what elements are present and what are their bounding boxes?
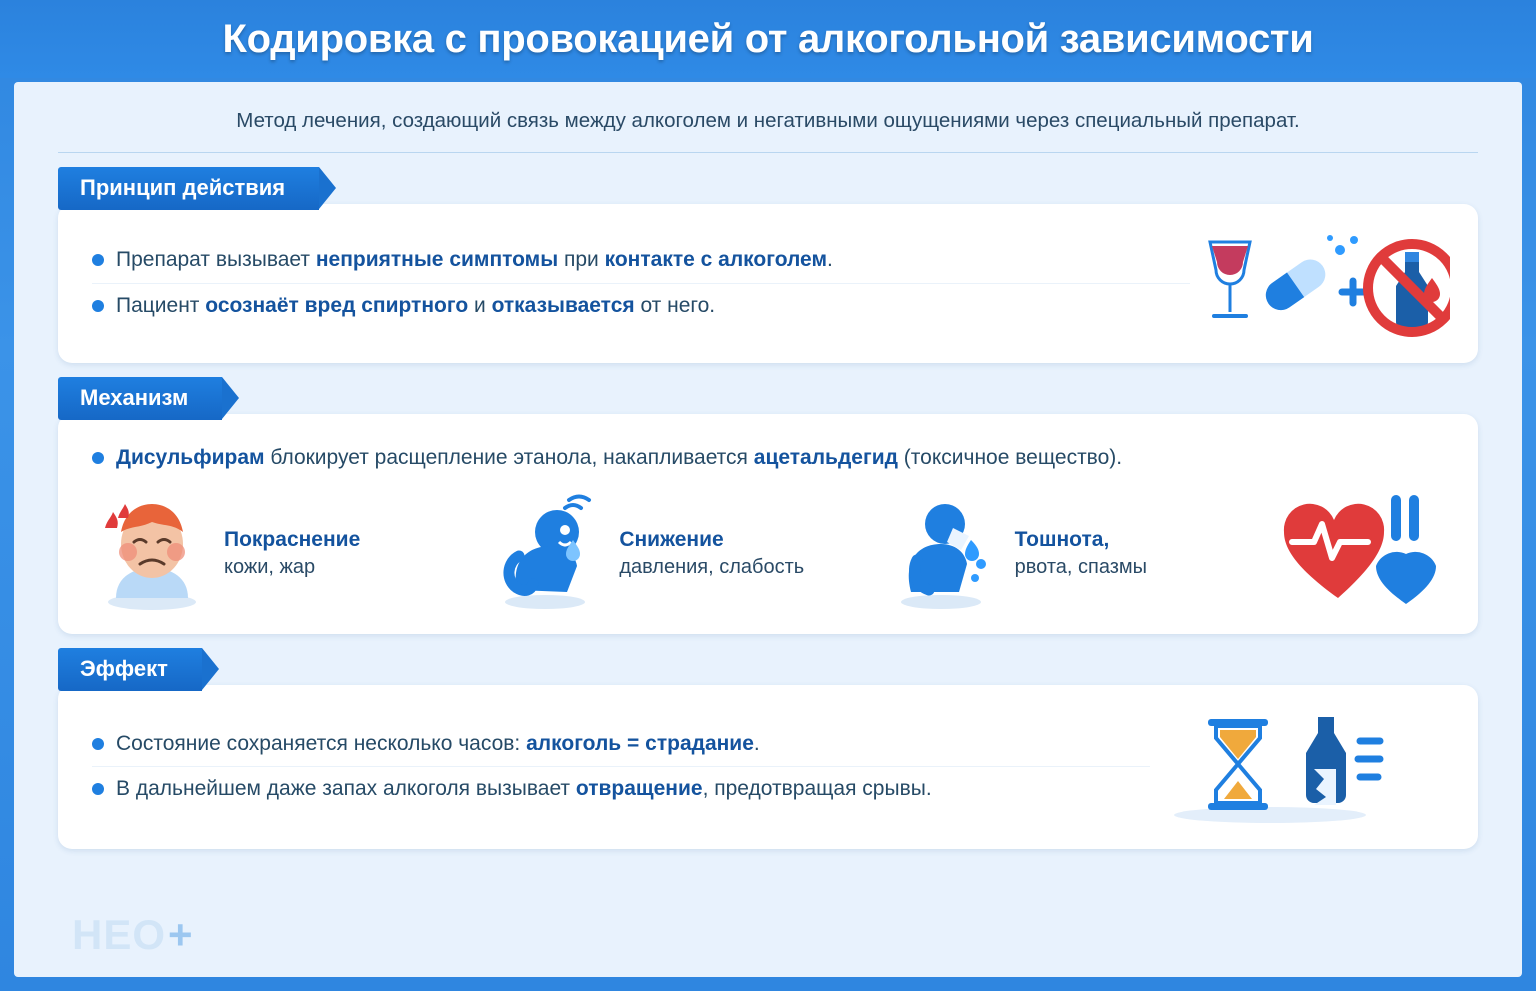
bullet-dot-icon (92, 738, 104, 750)
symptom-strip (92, 494, 1450, 612)
hourglass-broken-bottle-icon (1150, 707, 1450, 827)
logo-text: HEO (72, 911, 167, 958)
section-panel (58, 414, 1478, 634)
bullet-dot-icon (92, 783, 104, 795)
section-effect (58, 648, 1478, 849)
symptom-label: Покраснение кожи, жар (224, 528, 361, 578)
bullet-text: Пациент осознаёт вред спиртного и отказывается от него. (116, 293, 716, 317)
bullet-text: Препарат вызывает неприятные симптомы при контакте с алкоголем. (116, 248, 833, 272)
brand-logo (72, 911, 194, 959)
bullet-list (92, 238, 1190, 328)
symptom-item (487, 494, 876, 612)
page-title: Кодировка с провокацией от алкогольной зависимости (222, 16, 1314, 61)
bullet-text: Состояние сохраняется несколько часов: алкоголь = страдание. (116, 732, 760, 756)
bullet-text: Дисульфирам блокирует расщепление этанола, накапливается ацетальдегид (токсичное вещество). (116, 445, 1123, 469)
poster-header (0, 0, 1536, 78)
poster-card (14, 82, 1522, 977)
section-mechanism (58, 377, 1478, 634)
divider (58, 152, 1478, 153)
dizzy-person-icon (487, 494, 607, 612)
logo-plus: + (168, 911, 194, 958)
bullet-dot-icon (92, 452, 104, 464)
symptom-item (92, 494, 481, 612)
bullet-dot-icon (92, 254, 104, 266)
list-item (92, 436, 1450, 480)
section-panel (58, 685, 1478, 849)
list-item (92, 722, 1150, 766)
glass-pill-no-bottle-icon (1190, 226, 1450, 341)
section-panel (58, 204, 1478, 363)
vomiting-person-icon (883, 494, 1003, 612)
list-item (92, 283, 1190, 328)
heart-pulse-icon (1278, 494, 1438, 612)
section-principle (58, 167, 1478, 363)
section-tab-label: Механизм (58, 377, 222, 420)
symptom-label: Тошнота, рвота, спазмы (1014, 528, 1148, 578)
section-tab-label: Принцип действия (58, 167, 319, 210)
bullet-list (92, 722, 1150, 812)
bullet-text: В дальнейшем даже запах алкоголя вызывает отвращение, предотвращая срывы. (116, 777, 932, 801)
symptom-item (1278, 494, 1450, 612)
flushed-face-icon (92, 494, 212, 612)
subtitle: Метод лечения, создающий связь между алкоголем и негативными ощущениями через специальный препарат. (236, 109, 1300, 132)
bullet-dot-icon (92, 300, 104, 312)
list-item (92, 238, 1190, 282)
list-item (92, 766, 1150, 811)
symptom-item (883, 494, 1272, 612)
symptom-label: Снижение давления, слабость (619, 528, 805, 578)
section-tab-label: Эффект (58, 648, 202, 691)
